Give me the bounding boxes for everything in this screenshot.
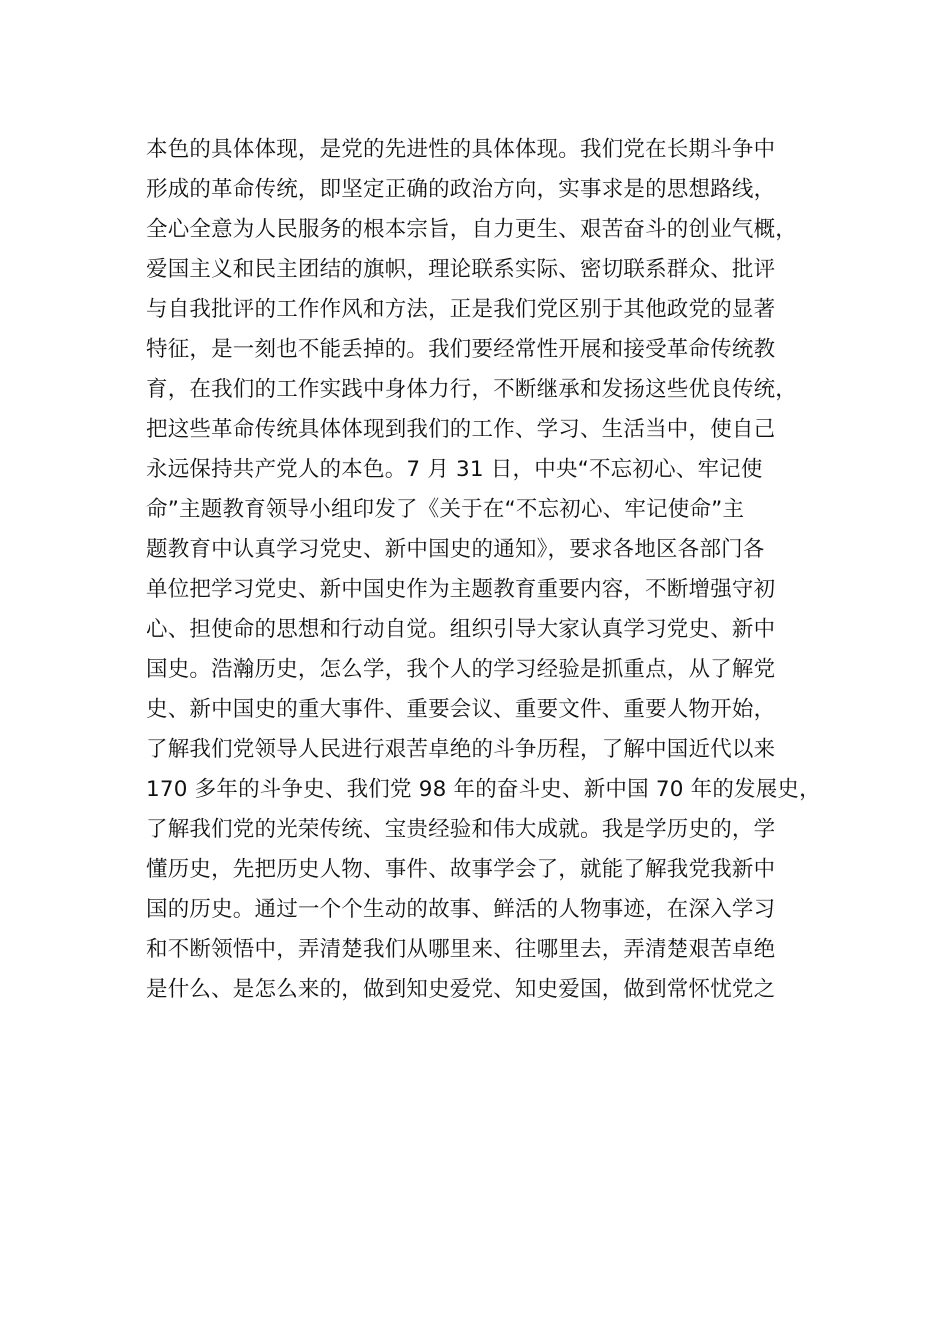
text-line: 本色的具体体现，是党的先进性的具体体现。我们党在长期斗争中: [146, 137, 776, 162]
text-line: 国的历史。通过一个个生动的故事、鲜活的人物事迹，在深入学习: [146, 897, 776, 922]
text-line: 了解我们党领导人民进行艰苦卓绝的斗争历程，了解中国近代以来: [146, 737, 776, 762]
text-line: 史、新中国史的重大事件、重要会议、重要文件、重要人物开始，: [146, 697, 776, 722]
text-line: 题教育中认真学习党史、新中国史的通知》，要求各地区各部门各: [146, 537, 765, 562]
text-line: 形成的革命传统，即坚定正确的政治方向，实事求是的思想路线，: [146, 177, 776, 202]
text-line: 与自我批评的工作作风和方法，正是我们党区别于其他政党的显著: [146, 297, 776, 322]
text-line: 懂历史，先把历史人物、事件、故事学会了，就能了解我党我新中: [146, 857, 776, 882]
text-line: 命”主题教育领导小组印发了《关于在“不忘初心、牢记使命”主: [146, 497, 745, 522]
text-line: 是什么、是怎么来的，做到知史爱党、知史爱国，做到常怀忧党之: [146, 977, 776, 1002]
text-line: 心、担使命的思想和行动自觉。组织引导大家认真学习党史、新中: [146, 617, 776, 642]
text-line: 了解我们党的光荣传统、宝贵经验和伟大成就。我是学历史的，学: [146, 817, 776, 842]
text-line: 把这些革命传统具体体现到我们的工作、学习、生活当中，使自己: [146, 417, 776, 442]
body-paragraph: [146, 130, 821, 1010]
text-line: 全心全意为人民服务的根本宗旨，自力更生、艰苦奋斗的创业气概，: [146, 217, 798, 242]
text-line: 单位把学习党史、新中国史作为主题教育重要内容，不断增强守初: [146, 577, 776, 602]
text-line: 特征，是一刻也不能丢掉的。我们要经常性开展和接受革命传统教: [146, 337, 776, 362]
text-line: 和不断领悟中，弄清楚我们从哪里来、往哪里去，弄清楚艰苦卓绝: [146, 937, 776, 962]
text-line: 永远保持共产党人的本色。7 月 31 日，中央“不忘初心、牢记使: [146, 457, 763, 482]
text-line: 170 多年的斗争史、我们党 98 年的奋斗史、新中国 70 年的发展史，: [146, 777, 821, 802]
text-line: 育，在我们的工作实践中身体力行，不断继承和发扬这些优良传统，: [146, 377, 798, 402]
text-line: 爱国主义和民主团结的旗帜，理论联系实际、密切联系群众、批评: [146, 257, 776, 282]
text-line: 国史。浩瀚历史，怎么学，我个人的学习经验是抓重点，从了解党: [146, 657, 776, 682]
